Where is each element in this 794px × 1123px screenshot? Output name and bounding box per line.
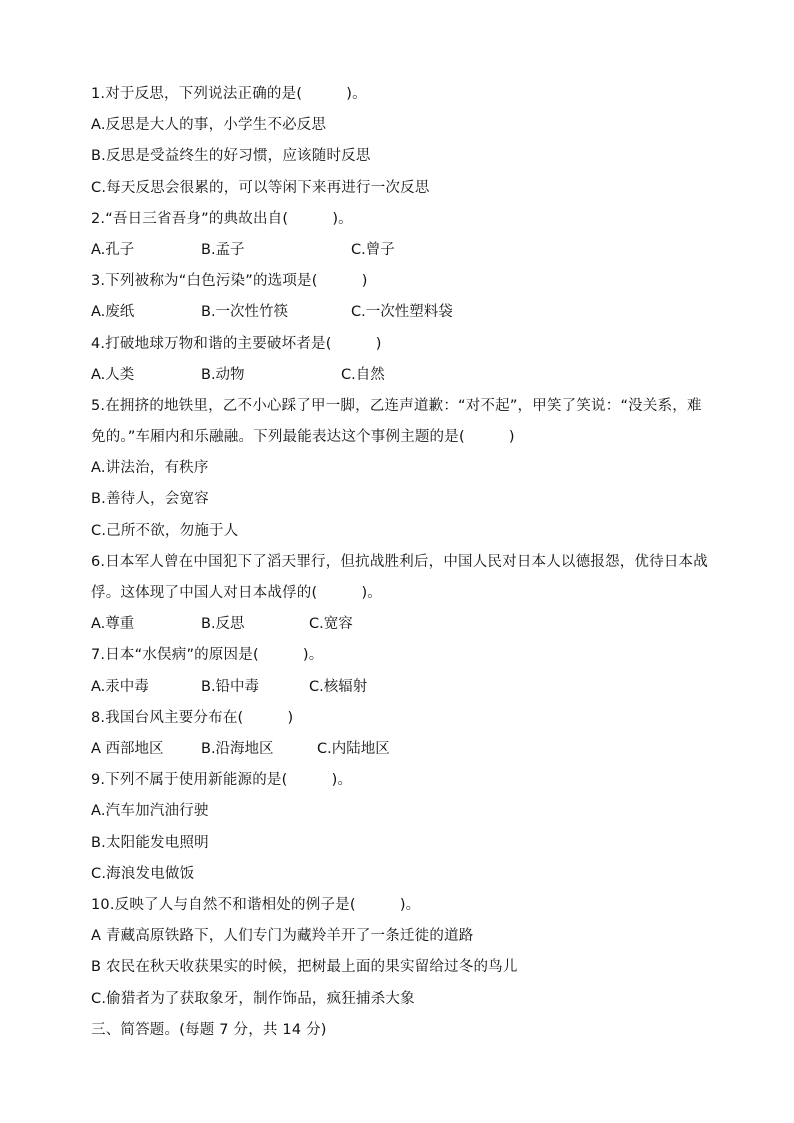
- question-9-option-c: C.海浪发电做饭: [91, 865, 195, 882]
- question-5-option-a: A.讲法治，有秩序: [91, 460, 209, 477]
- question-10-option-c: C.偷猎者为了获取象牙，制作饰品，疯狂捕杀大象: [91, 990, 415, 1007]
- question-9-stem: 9.下列不属于使用新能源的是( )。: [91, 772, 353, 789]
- question-4-stem: 4.打破地球万物和谐的主要破坏者是( ): [91, 335, 382, 352]
- question-7-option-b: B.铅中毒: [201, 678, 260, 695]
- question-10-stem: 10.反映了人与自然不和谐相处的例子是( )。: [91, 896, 421, 913]
- question-1-option-a: A.反思是大人的事，小学生不必反思: [91, 117, 327, 134]
- question-2-option-a: A.孔子: [91, 241, 135, 258]
- question-10-option-b: B 农民在秋天收获果实的时候，把树最上面的果实留给过冬的鸟儿: [91, 959, 518, 976]
- question-5-option-c: C.己所不欲，勿施于人: [91, 522, 239, 539]
- question-9-option-a: A.汽车加汽油行驶: [91, 803, 209, 820]
- question-1-stem: 1.对于反思，下列说法正确的是( )。: [91, 86, 367, 102]
- question-6-option-a: A.尊重: [91, 616, 135, 633]
- question-4-option-b: B.动物: [201, 366, 245, 383]
- question-1-option-c: C.每天反思会很累的，可以等闲下来再进行一次反思: [91, 179, 430, 196]
- question-4-options: [91, 360, 711, 391]
- question-2-options: [91, 235, 711, 266]
- question-3-option-b: B.一次性竹筷: [201, 304, 289, 321]
- question-8-options: [91, 734, 711, 765]
- question-3-option-c: C.一次性塑料袋: [351, 304, 453, 321]
- question-4-option-c: C.自然: [341, 366, 385, 383]
- question-6-options: [91, 609, 711, 640]
- question-3-stem: 3.下列被称为“白色污染”的选项是( ): [91, 273, 368, 290]
- question-8-option-c: C.内陆地区: [317, 741, 390, 757]
- question-4-option-a: A.人类: [91, 366, 135, 383]
- question-10-option-a: A 青藏高原铁路下，人们专门为藏羚羊开了一条迁徙的道路: [91, 928, 474, 945]
- question-8-option-b: B.沿海地区: [201, 741, 274, 757]
- question-1-option-b: B.反思是受益终生的好习惯，应该随时反思: [91, 148, 371, 165]
- question-6-option-b: B.反思: [201, 616, 245, 633]
- question-5-stem: 5.在拥挤的地铁里，乙不小心踩了甲一脚，乙连声道歉：“对不起”，甲笑了笑说：“没关系，难免的。”车厢内和乐融融。下列最能表达这个事例主题的是( ): [91, 397, 702, 446]
- question-8-stem: 8.我国台风主要分布在( ): [91, 709, 294, 726]
- section-3-heading: 三、简答题。(每题 7 分，共 14 分): [91, 1021, 327, 1038]
- question-5-option-b: B.善待人，会宽容: [91, 491, 209, 508]
- question-7-options: [91, 672, 711, 703]
- question-6-stem: 6.日本军人曾在中国犯下了滔天罪行，但抗战胜利后，中国人民对日本人以德报怨，优待日本战俘。这体现了中国人对日本战俘的( )。: [91, 553, 708, 602]
- question-3-options: [91, 297, 711, 328]
- question-3-option-a: A.废纸: [91, 304, 135, 321]
- question-7-stem: 7.日本“水俣病”的原因是( )。: [91, 647, 324, 664]
- question-7-option-a: A.汞中毒: [91, 678, 149, 695]
- question-8-option-a: A 西部地区: [91, 741, 164, 757]
- exam-page: [91, 79, 711, 1046]
- question-9-option-b: B.太阳能发电照明: [91, 834, 209, 851]
- question-2-option-c: C.曾子: [351, 241, 395, 258]
- question-7-option-c: C.核辐射: [309, 678, 368, 695]
- question-2-stem: 2.“吾日三省吾身”的典故出自( )。: [91, 210, 353, 227]
- question-2-option-b: B.孟子: [201, 241, 245, 258]
- question-6-option-c: C.宽容: [309, 616, 353, 633]
